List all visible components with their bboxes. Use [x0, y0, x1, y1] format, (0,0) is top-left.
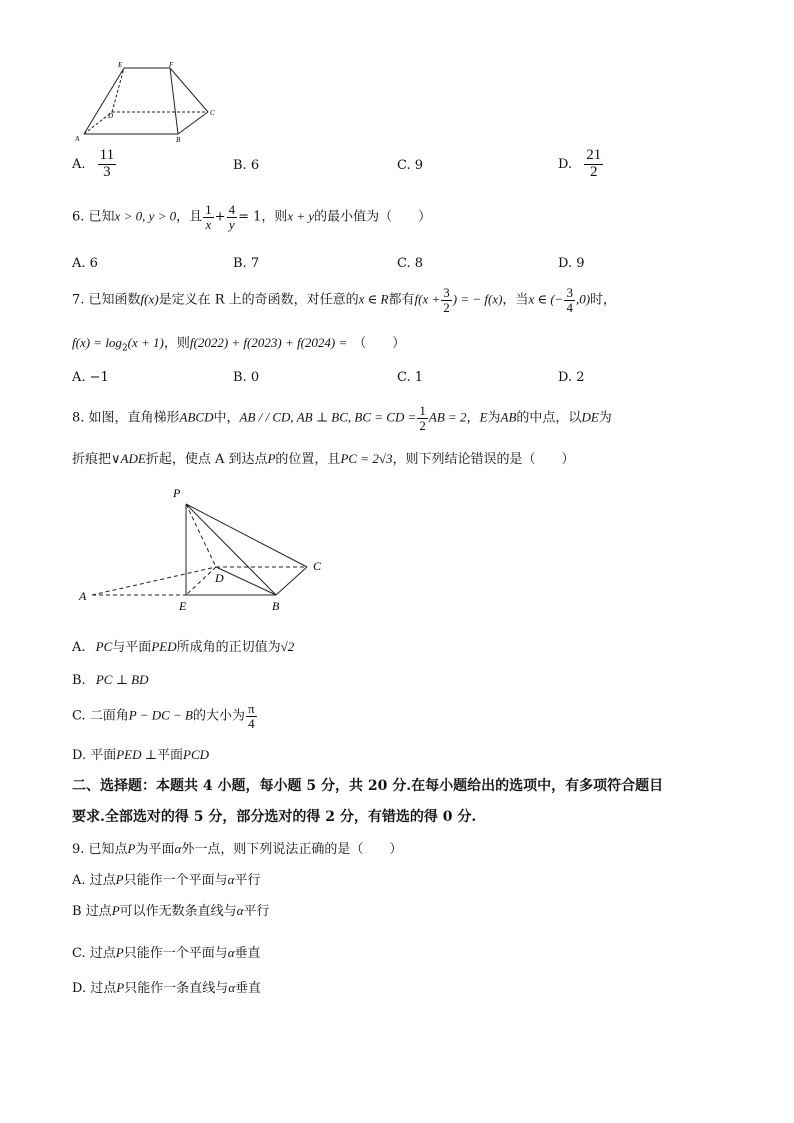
- math: x ∈ R: [358, 291, 389, 307]
- text: 为平面: [135, 842, 175, 857]
- math: PCD: [183, 747, 209, 762]
- math: α: [228, 980, 236, 995]
- q5-option-d: [558, 148, 604, 181]
- math: α: [174, 841, 182, 856]
- math: +: [214, 209, 226, 225]
- numerator: 1: [205, 202, 212, 217]
- denominator: 2: [443, 299, 450, 315]
- label-D: D: [215, 571, 224, 585]
- fraction: [441, 286, 452, 314]
- numerator: π: [248, 701, 255, 716]
- q7-stem-line1: [72, 286, 616, 314]
- math: (x + 1): [127, 335, 164, 350]
- q6-option-d: D. 9: [558, 256, 585, 271]
- edge-AE: [84, 68, 124, 134]
- text: 只能作一个平面与: [123, 946, 228, 961]
- fraction: [584, 148, 603, 181]
- math: P − DC − B: [128, 707, 194, 723]
- text: 垂直: [235, 981, 262, 996]
- q7-option-a: A. −1: [72, 370, 109, 385]
- q8-option-c: [72, 702, 258, 730]
- text: 为: [598, 410, 612, 426]
- q6-option-b: B. 7: [233, 256, 260, 271]
- math: P: [116, 980, 125, 995]
- denominator: x: [205, 216, 212, 232]
- label-E: E: [118, 61, 123, 69]
- edge-AD: [92, 567, 216, 595]
- q5-option-b: B. 6: [233, 158, 260, 173]
- text: 垂直: [234, 946, 261, 961]
- q8-option-b: [72, 672, 149, 688]
- math: PC = 2√3: [340, 451, 393, 466]
- text: D. 过点: [72, 981, 117, 996]
- text: 所成角的正切值为: [176, 640, 281, 655]
- q6-option-c: C. 8: [397, 256, 424, 271]
- denominator: y: [228, 216, 235, 232]
- text: 外一点，则下列说法正确的是（ ）: [181, 842, 403, 857]
- numerator: 4: [228, 202, 236, 217]
- math: f(x): [140, 291, 159, 307]
- section-2-header-line1: 二、选择题：本题共 4 小题，每小题 5 分，共 20 分.在每小题给出的选项中，有多项符合题目: [72, 778, 664, 794]
- text: D. 平面: [72, 748, 117, 763]
- q6-option-a: A. 6: [72, 256, 98, 271]
- fraction: [98, 148, 116, 181]
- text: A. 过点: [72, 873, 116, 888]
- numerator: 3: [443, 285, 450, 300]
- text: 的中点，以: [516, 410, 582, 426]
- q7-option-c: C. 1: [397, 370, 424, 385]
- math: PED ⊥: [116, 747, 157, 762]
- label-E: E: [179, 599, 187, 613]
- text: 9. 已知点: [72, 842, 128, 857]
- text: 只能作一个平面与: [123, 873, 228, 888]
- math: P: [267, 451, 276, 466]
- text: ，且: [176, 209, 203, 225]
- q8-stem-line2: [72, 448, 574, 467]
- math: AB / / CD, AB ⊥ BC, BC = CD =: [239, 409, 417, 425]
- math: DE: [581, 409, 599, 425]
- math: α: [236, 903, 244, 918]
- text: B 过点: [72, 904, 112, 919]
- text: （ ）: [353, 336, 406, 351]
- numerator: 3: [566, 285, 573, 300]
- edge-CF: [170, 68, 208, 112]
- edge-PB: [186, 504, 276, 595]
- text: 折痕把: [72, 452, 112, 467]
- math: α: [227, 872, 235, 887]
- q8-option-d: [72, 744, 209, 763]
- q7-stem-line2: [72, 332, 405, 354]
- math: x ∈ (−: [528, 291, 564, 307]
- math: √2: [280, 639, 295, 654]
- text: 与平面: [112, 640, 152, 655]
- math: PC ⊥ BD: [95, 672, 149, 687]
- edge-DE: [186, 567, 216, 595]
- text: 的大小为: [193, 708, 246, 724]
- math: E: [479, 409, 488, 425]
- math: PC: [95, 639, 113, 654]
- edge-DB: [216, 567, 276, 595]
- option-label: D.: [558, 156, 573, 172]
- math: ABCD: [179, 409, 214, 425]
- text: 平面: [156, 748, 183, 763]
- numerator: 21: [586, 147, 602, 163]
- label-A: A: [79, 589, 87, 603]
- math: x > 0, y > 0: [114, 208, 177, 224]
- fraction: [564, 286, 575, 314]
- edge-PC: [186, 504, 307, 567]
- q7-option-b: B. 0: [233, 370, 260, 385]
- label-C: C: [210, 109, 215, 117]
- edge-PD: [186, 504, 216, 567]
- q5-option-a: [72, 148, 117, 181]
- math: PED: [151, 639, 177, 654]
- edge-BC: [276, 567, 307, 595]
- text: 平行: [234, 873, 261, 888]
- q9-option-d: [72, 977, 261, 996]
- text: 的最小值为（ ）: [314, 209, 432, 225]
- numerator: 1: [419, 403, 426, 418]
- label-A: A: [75, 135, 80, 143]
- label-B: B: [272, 599, 280, 613]
- text: ，当: [502, 292, 529, 308]
- math: P: [127, 841, 136, 856]
- text: 时，: [590, 292, 617, 308]
- math: ∨ADE: [111, 451, 146, 466]
- fraction: [227, 203, 238, 231]
- math: f(x +: [414, 291, 441, 307]
- text: B.: [72, 673, 86, 688]
- text: ，: [466, 410, 480, 426]
- text: 8. 如图，直角梯形: [72, 410, 180, 426]
- text: 为: [487, 410, 501, 426]
- denominator: 3: [103, 163, 111, 180]
- q5-frustum-figure: [70, 58, 230, 148]
- math: AB: [500, 409, 517, 425]
- q7-option-d: D. 2: [558, 370, 585, 385]
- q8-stem-line1: [72, 404, 612, 432]
- text: 是定义在 R 上的奇函数，对任意的: [158, 292, 359, 308]
- text: = 1，则: [238, 209, 288, 225]
- text: 的位置，且: [275, 452, 341, 467]
- fraction: [246, 702, 257, 730]
- math: f(2022) + f(2023) + f(2024) =: [189, 335, 348, 350]
- q9-option-c: [72, 942, 261, 961]
- denominator: 4: [566, 299, 573, 315]
- edge-DE: [112, 68, 124, 112]
- q6-stem: [72, 203, 431, 231]
- q9-option-b: [72, 900, 270, 919]
- text: 可以作无数条直线与: [119, 904, 237, 919]
- text: 7. 已知函数: [72, 292, 141, 308]
- text: C. 过点: [72, 946, 116, 961]
- text: 折起，使点 A 到达点: [145, 452, 268, 467]
- text: 中，: [213, 410, 240, 426]
- label-F: F: [169, 61, 174, 69]
- q5-option-c: C. 9: [397, 158, 424, 173]
- text: 都有: [388, 292, 415, 308]
- option-label: A.: [72, 156, 86, 172]
- fraction: [203, 203, 214, 231]
- denominator: 4: [248, 715, 255, 731]
- numerator: 11: [99, 147, 115, 163]
- edge-BF: [170, 68, 178, 134]
- math: f(x) = log: [72, 335, 122, 350]
- math: x + y: [287, 208, 315, 224]
- text: ，则下列结论错误的是（ ）: [392, 452, 575, 467]
- text: ，则: [163, 336, 190, 351]
- label-D: D: [108, 112, 114, 120]
- math: ) = − f(x): [452, 291, 503, 307]
- text: 只能作一条直线与: [124, 981, 229, 996]
- edge-BC: [178, 112, 208, 134]
- denominator: 2: [419, 417, 426, 433]
- math: 2: [121, 343, 128, 354]
- q8-pyramid-figure: [74, 480, 334, 615]
- math: P: [115, 945, 124, 960]
- text: 6. 已知: [72, 209, 115, 225]
- math: ,0): [575, 291, 591, 307]
- section-2-header-line2: 要求.全部选对的得 5 分，部分选对的得 2 分，有错选的得 0 分.: [72, 809, 477, 825]
- math: AB = 2: [428, 409, 467, 425]
- math: P: [111, 903, 120, 918]
- q9-stem: [72, 838, 402, 857]
- fraction: [417, 404, 428, 432]
- text: C. 二面角: [72, 708, 129, 724]
- label-B: B: [176, 136, 181, 144]
- text: 平行: [243, 904, 270, 919]
- math: P: [115, 872, 124, 887]
- math: α: [227, 945, 235, 960]
- denominator: 2: [589, 163, 598, 180]
- q8-option-a: [72, 636, 294, 655]
- text: A.: [72, 640, 86, 655]
- q9-option-a: [72, 869, 260, 888]
- label-C: C: [313, 559, 322, 573]
- label-P: P: [173, 486, 181, 500]
